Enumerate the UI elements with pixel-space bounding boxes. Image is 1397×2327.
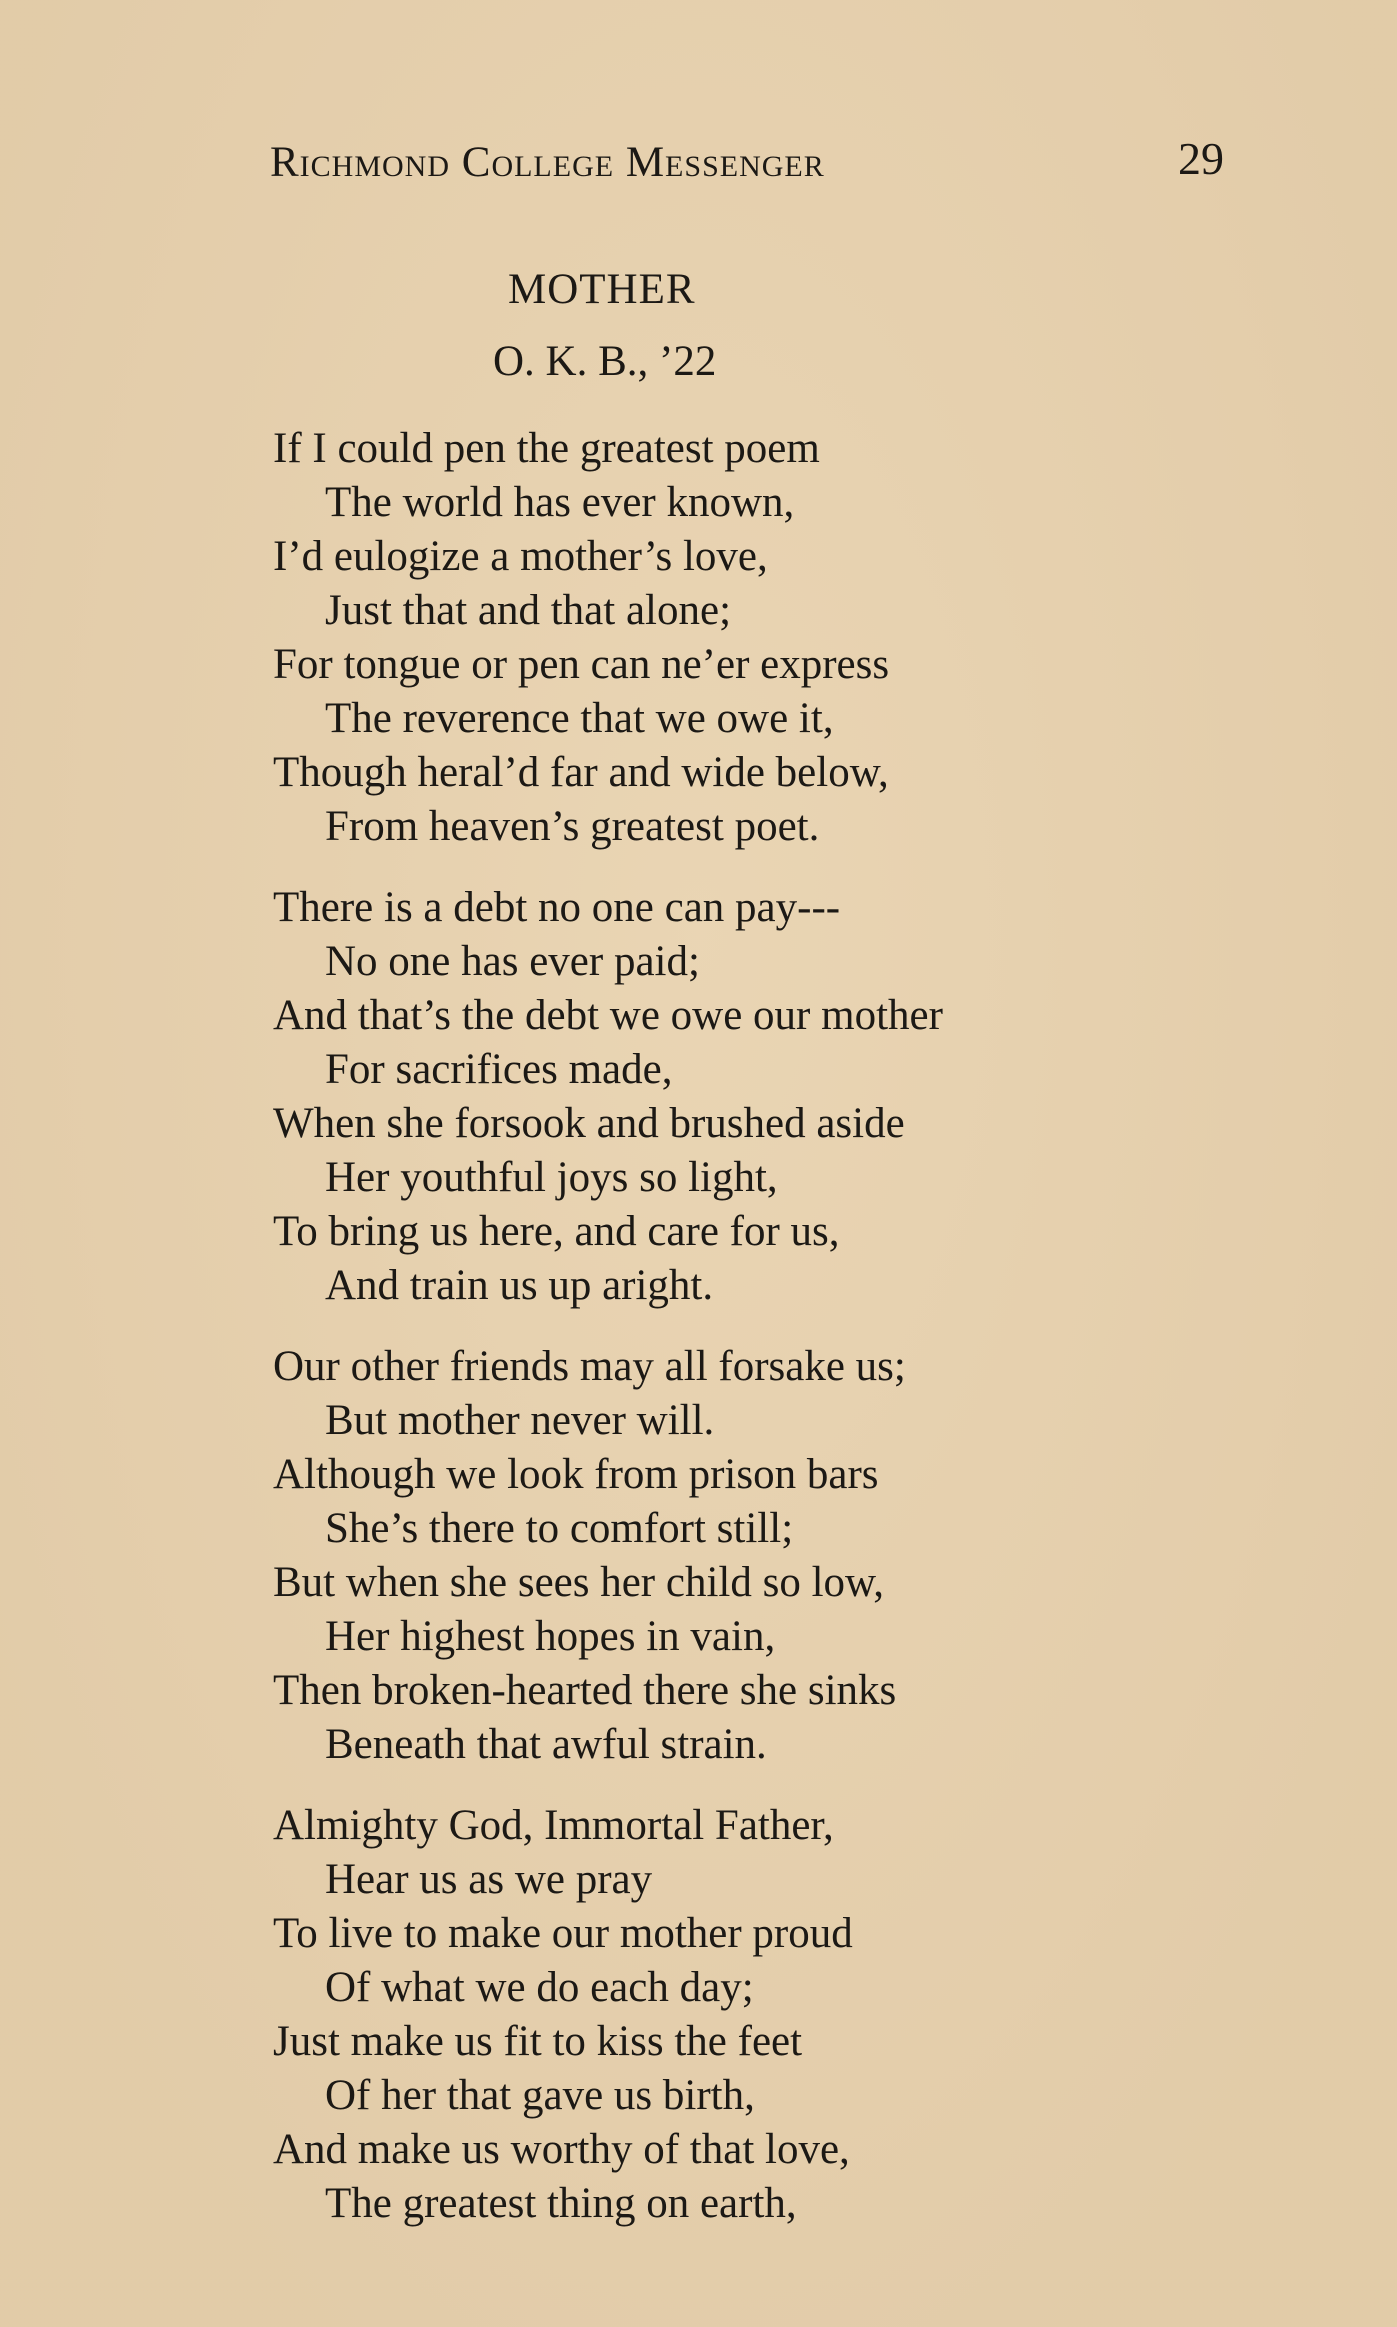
running-head: Richmond College Messenger (270, 139, 825, 186)
poem-byline: O. K. B., ’22 (493, 338, 717, 385)
poem-line: But when she sees her child so low, (273, 1559, 885, 1606)
poem-line: Of what we do each day; (325, 1964, 754, 2011)
poem-line: Just make us fit to kiss the feet (273, 2018, 803, 2065)
poem-line: Almighty God, Immortal Father, (273, 1802, 834, 1849)
stanza-3 (273, 1340, 1333, 1772)
poem-line: Just that and that alone; (325, 587, 732, 634)
poem-line: If I could pen the greatest poem (273, 425, 820, 472)
poem-line: And that’s the debt we owe our mother (273, 992, 943, 1039)
poem-line: For tongue or pen can ne’er express (273, 641, 890, 688)
poem-line: When she forsook and brushed aside (273, 1100, 905, 1147)
poem-line: Hear us as we pray (325, 1856, 653, 1903)
stanza-1 (273, 422, 1333, 854)
poem-line: But mother never will. (325, 1397, 715, 1444)
poem-line: Then broken-hearted there she sinks (273, 1667, 897, 1714)
poem-line: Her youthful joys so light, (325, 1154, 778, 1201)
poem-body (273, 422, 1333, 2258)
poem-line: The greatest thing on earth, (325, 2180, 797, 2227)
stanza-2 (273, 881, 1333, 1313)
poem-title: MOTHER (508, 266, 696, 313)
poem-line: To live to make our mother proud (273, 1910, 853, 1957)
poem-line: There is a debt no one can pay--- (273, 884, 841, 931)
poem-line: Her highest hopes in vain, (325, 1613, 776, 1660)
poem-line: And train us up aright. (325, 1262, 714, 1309)
poem-line: Of her that gave us birth, (325, 2072, 755, 2119)
poem-line: The reverence that we owe it, (325, 695, 834, 742)
poem-line: Beneath that awful strain. (325, 1721, 767, 1768)
poem-line: From heaven’s greatest poet. (325, 803, 820, 850)
poem-line: Though heral’d far and wide below, (273, 749, 889, 796)
poem-line: Although we look from prison bars (273, 1451, 879, 1498)
poem-line: To bring us here, and care for us, (273, 1208, 840, 1255)
stanza-4 (273, 1799, 1333, 2231)
poem-line: For sacrifices made, (325, 1046, 673, 1093)
poem-line: No one has ever paid; (325, 938, 700, 985)
poem-line: And make us worthy of that love, (273, 2126, 850, 2173)
poem-line: Our other friends may all forsake us; (273, 1343, 906, 1390)
poem-line: She’s there to comfort still; (325, 1505, 794, 1552)
poem-line: The world has ever known, (325, 479, 795, 526)
page-number: 29 (1178, 133, 1224, 184)
poem-line: I’d eulogize a mother’s love, (273, 533, 768, 580)
